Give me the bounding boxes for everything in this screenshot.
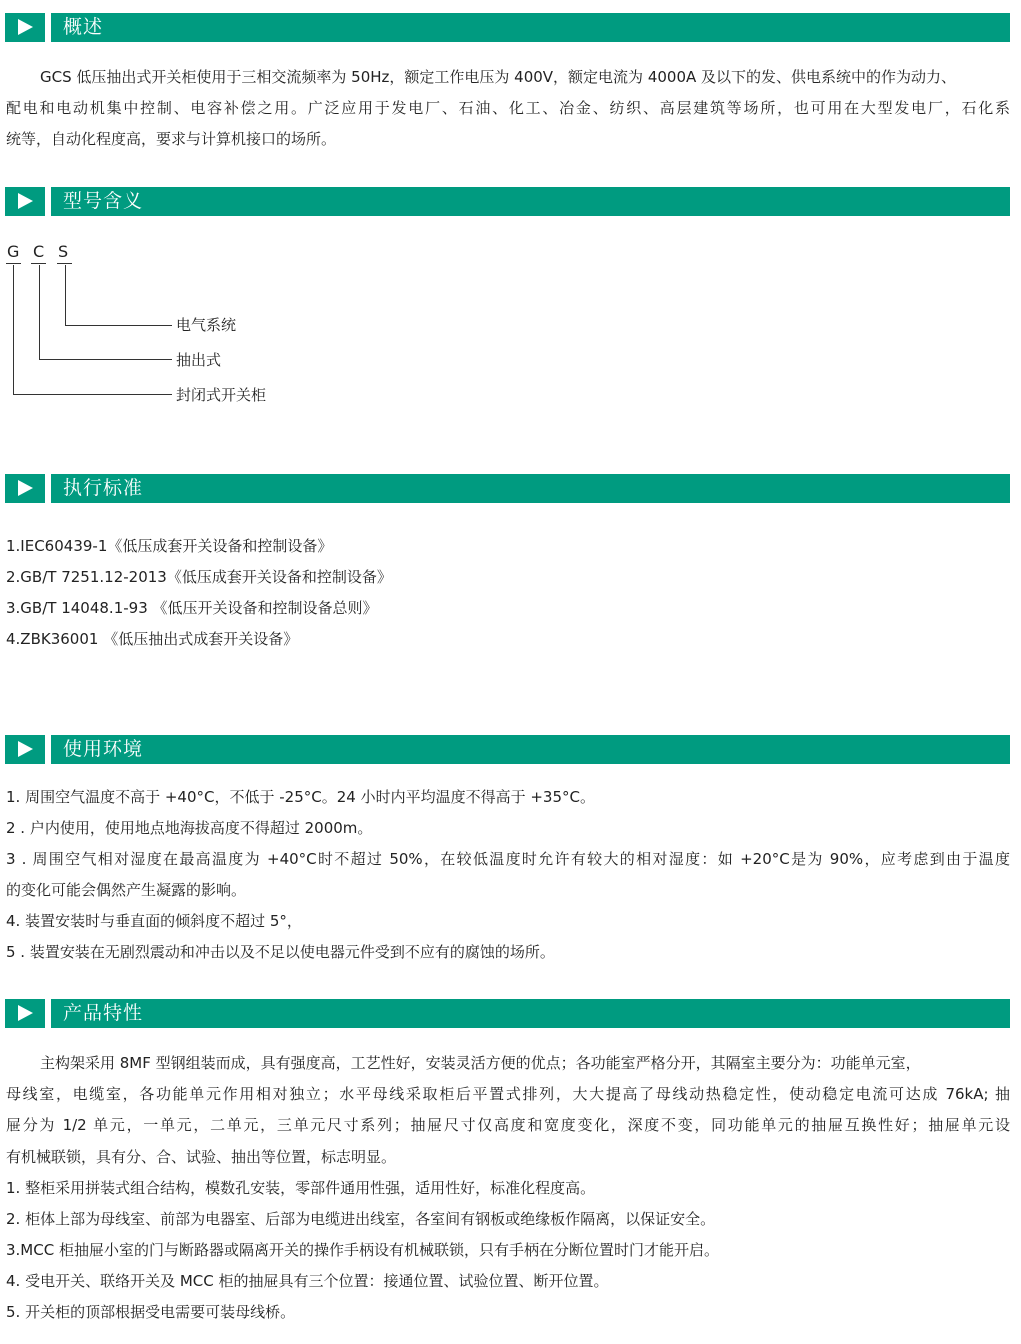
environment-item: 5 . 装置安装在无剧烈震动和冲击以及不足以使电器元件受到不应有的腐蚀的场所。 bbox=[6, 943, 555, 961]
environment-item: 4. 装置安装时与垂直面的倾斜度不超过 5°， bbox=[6, 912, 302, 930]
section-header-overview bbox=[5, 13, 1010, 42]
feature-item: 4. 受电开关、联络开关及 MCC 柜的抽屉具有三个位置：接通位置、试验位置、断开位置。 bbox=[6, 1272, 609, 1290]
model-letter-s: S bbox=[58, 242, 69, 261]
feature-item: 5. 开关柜的顶部根据受电需要可装母线桥。 bbox=[6, 1303, 296, 1321]
play-arrow-icon bbox=[18, 193, 33, 209]
letter-underline bbox=[57, 263, 72, 264]
environment-item: 1. 周围空气温度不高于 +40°C，不低于 -25°C。24 小时内平均温度不得高于 +35°C。 bbox=[6, 788, 595, 806]
letter-underline bbox=[6, 263, 21, 264]
feature-item: 2. 柜体上部为母线室、前部为电器室、后部为电缆进出线室，各室间有钢板或绝缘板作隔离，以保证安全。 bbox=[6, 1210, 716, 1228]
connector-line bbox=[39, 265, 40, 360]
standard-item: 2.GB/T 7251.12-2013《低压成套开关设备和控制设备》 bbox=[6, 568, 392, 586]
paragraph-line: 主构架采用 8MF 型钢组装而成，具有强度高，工艺性好，安装灵活方便的优点；各功能室严格分开，其隔室主要分为：功能单元室， bbox=[40, 1054, 921, 1072]
connector-line bbox=[65, 325, 172, 326]
standard-item: 1.IEC60439-1《低压成套开关设备和控制设备》 bbox=[6, 537, 333, 555]
section-title: 型号含义 bbox=[63, 190, 144, 212]
section-header-standards bbox=[5, 474, 1010, 503]
play-arrow-icon bbox=[18, 741, 33, 757]
play-arrow-icon bbox=[18, 1005, 33, 1021]
section-header-model-meaning bbox=[5, 187, 1010, 216]
standard-item: 3.GB/T 14048.1-93 《低压开关设备和控制设备总则》 bbox=[6, 599, 378, 617]
model-label-withdrawable: 抽出式 bbox=[176, 351, 222, 369]
section-header-environment bbox=[5, 735, 1010, 764]
feature-item: 3.MCC 柜抽屉小室的门与断路器或隔离开关的操作手柄设有机械联锁，只有手柄在分断位置时门才能开启。 bbox=[6, 1241, 719, 1259]
model-letter-g: G bbox=[7, 242, 20, 261]
connector-line bbox=[13, 394, 172, 395]
model-label-enclosed-switchgear: 封闭式开关柜 bbox=[176, 386, 267, 404]
connector-line bbox=[65, 265, 66, 326]
paragraph-line: 配电和电动机集中控制、电容补偿之用。广泛应用于发电厂、石油、化工、冶金、纺织、高层建筑等场所，也可用在大型发电厂，石化系 bbox=[6, 99, 1010, 117]
connector-line bbox=[13, 265, 14, 395]
paragraph-line: 屉分为 1/2 单元，一单元，二单元，三单元尺寸系列；抽屉尺寸仅高度和宽度变化，深度不变，同功能单元的抽屉互换性好；抽屉单元设 bbox=[6, 1116, 1010, 1134]
section-title: 执行标准 bbox=[63, 477, 144, 499]
play-arrow-icon bbox=[18, 19, 33, 35]
paragraph-line: 统等，自动化程度高，要求与计算机接口的场所。 bbox=[6, 130, 337, 148]
model-code-diagram bbox=[0, 235, 300, 415]
letter-underline bbox=[31, 263, 46, 264]
play-arrow-icon bbox=[18, 480, 33, 496]
paragraph-line: GCS 低压抽出式开关柜使用于三相交流频率为 50Hz，额定工作电压为 400V，额定电流为 4000A 及以下的发、供电系统中的作为动力、 bbox=[40, 68, 957, 86]
section-title: 概述 bbox=[63, 16, 104, 38]
environment-item: 2 . 户内使用，使用地点地海拔高度不得超过 2000m。 bbox=[6, 819, 373, 837]
environment-item: 3 . 周围空气相对湿度在最高温度为 +40°C时不超过 50%，在较低温度时允许有较大的相对湿度：如 +20°C是为 90%，应考虑到由于温度 bbox=[6, 850, 1010, 868]
connector-line bbox=[39, 359, 172, 360]
feature-item: 1. 整柜采用拼装式组合结构，模数孔安装，零部件通用性强，适用性好，标准化程度高。 bbox=[6, 1179, 596, 1197]
section-title: 使用环境 bbox=[63, 738, 144, 760]
environment-item: 的变化可能会偶然产生凝露的影响。 bbox=[6, 881, 247, 899]
model-label-electrical-system: 电气系统 bbox=[176, 316, 237, 334]
model-letter-c: C bbox=[33, 242, 45, 261]
section-header-features bbox=[5, 999, 1010, 1028]
paragraph-line: 有机械联锁，具有分、合、试验、抽出等位置，标志明显。 bbox=[6, 1148, 397, 1166]
standard-item: 4.ZBK36001 《低压抽出式成套开关设备》 bbox=[6, 630, 299, 648]
paragraph-line: 母线室，电缆室，各功能单元作用相对独立；水平母线采取柜后平置式排列，大大提高了母线动热稳定性，使动稳定电流可达成 76kA; 抽 bbox=[6, 1085, 1010, 1103]
section-title: 产品特性 bbox=[63, 1002, 144, 1024]
